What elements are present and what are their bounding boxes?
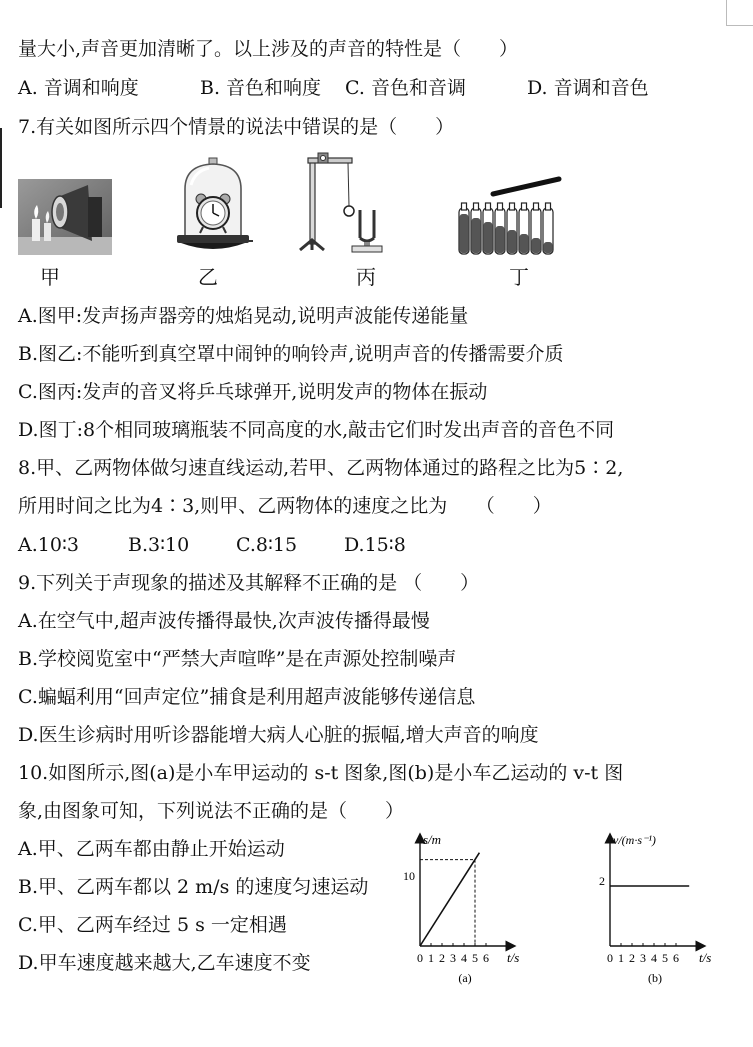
q7-option-a: A.图甲:发声扬声器旁的烛焰晃动,说明声波能传递能量 (18, 305, 469, 327)
chart-b-xtick-0: 0 (607, 951, 613, 965)
q8-option-d: D.15∶8 (344, 534, 406, 556)
chart-a-title: (a) (458, 971, 472, 985)
chart-a-xtick-1: 1 (428, 951, 434, 965)
bottle-row (459, 203, 553, 254)
chart-b-ytick-label: 2 (599, 874, 605, 888)
figure-bing-tuning-fork (298, 150, 390, 254)
q8-stem-line1: 8.甲、乙两物体做匀速直线运动,若甲、乙两物体通过的路程之比为5∶2, (18, 457, 624, 479)
q10-stem-line2: 象,由图象可知，下列说法不正确的是（ ） (18, 800, 405, 822)
q6-stem-continuation: 量大小,声音更加清晰了。以上涉及的声音的特性是（ ） (18, 38, 519, 60)
chart-a-xtick-0: 0 (417, 951, 423, 965)
q10-option-c: C.甲、乙两车经过 5 s 一定相遇 (18, 914, 287, 936)
q9-option-b: B.学校阅览室中“严禁大声喧哗”是在声源处控制噪声 (18, 648, 457, 670)
chart-b-xtick-4: 4 (651, 951, 657, 965)
chart-b-xlabel: t/s (699, 950, 712, 965)
chart-b-xtick-3: 3 (640, 951, 646, 965)
q6-option-c: C. 音色和音调 (345, 77, 466, 99)
q6-option-b: B. 音色和响度 (200, 77, 322, 99)
q10-option-a: A.甲、乙两车都由静止开始运动 (18, 838, 285, 860)
caption-bing: 丙 (356, 265, 376, 289)
chart-a-xtick-6: 6 (483, 951, 489, 965)
q7-option-c: C.图丙:发声的音叉将乒乓球弹开,说明发声的物体在振动 (18, 381, 488, 403)
left-margin-bar (0, 128, 2, 208)
q10-option-b: B.甲、乙两车都以 2 m/s 的速度匀速运动 (18, 876, 369, 898)
chart-a-xtick-2: 2 (439, 951, 445, 965)
q8-option-a: A.10∶3 (18, 534, 79, 556)
q7-option-b: B.图乙:不能听到真空罩中闹钟的响铃声,说明声音的传播需要介质 (18, 343, 564, 365)
figure-ding-glass-bottles (455, 174, 565, 256)
q6-option-d: D. 音调和音色 (527, 77, 649, 99)
q9-option-d: D.医生诊病时用听诊器能增大病人心脏的振幅,增大声音的响度 (18, 724, 539, 746)
chart-b-xtick-5: 5 (662, 951, 668, 965)
chart-b-vt-graph (585, 830, 720, 995)
q7-stem: 7.有关如图所示四个情景的说法中错误的是（ ） (18, 116, 455, 138)
chart-a-xtick-4: 4 (461, 951, 467, 965)
figure-jia-speaker-candle (18, 179, 112, 255)
q6-option-a: A. 音调和响度 (18, 77, 139, 99)
chart-b-title: (b) (648, 971, 662, 985)
chart-a-xtick-labels (417, 951, 489, 965)
q8-stem-line2: 所用时间之比为4∶3,则甲、乙两物体的速度之比为 （ ） (18, 495, 552, 517)
q10-stem-line1: 10.如图所示,图(a)是小车甲运动的 s-t 图象,图(b)是小车乙运动的 v-t 图 (18, 762, 624, 784)
q9-option-a: A.在空气中,超声波传播得最快,次声波传播得最慢 (18, 610, 430, 632)
q8-option-c: C.8∶15 (236, 534, 298, 556)
figure-yi-bell-jar-clock (173, 155, 253, 255)
chart-a-series-line (420, 853, 479, 946)
q7-option-d: D.图丁:8个相同玻璃瓶装不同高度的水,敲击它们时发出声音的音色不同 (18, 419, 615, 441)
page-corner-box (726, 0, 753, 26)
chart-a-xtick-5: 5 (472, 951, 478, 965)
q9-stem: 9.下列关于声现象的描述及其解释不正确的是 （ ） (18, 572, 480, 594)
chart-a-xtick-3: 3 (450, 951, 456, 965)
chart-b-xtick-2: 2 (629, 951, 635, 965)
caption-jia: 甲 (40, 265, 60, 289)
chart-b-xtick-1: 1 (618, 951, 624, 965)
caption-ding: 丁 (509, 265, 529, 289)
q9-option-c: C.蝙蝠利用“回声定位”捕食是利用超声波能够传递信息 (18, 686, 476, 708)
chart-a-xlabel: t/s (507, 950, 520, 965)
chart-a-ytick-label: 10 (403, 869, 415, 883)
chart-a-st-graph (395, 830, 525, 995)
chart-b-xtick-labels (607, 951, 679, 965)
q8-option-b: B.3∶10 (128, 534, 190, 556)
chart-b-xtick-6: 6 (673, 951, 679, 965)
chart-b-ylabel: v/(m·s⁻¹) (613, 833, 656, 847)
q10-option-d: D.甲车速度越来越大,乙车速度不变 (18, 952, 311, 974)
caption-yi: 乙 (198, 265, 218, 289)
chart-a-ylabel: s/m (423, 832, 442, 847)
